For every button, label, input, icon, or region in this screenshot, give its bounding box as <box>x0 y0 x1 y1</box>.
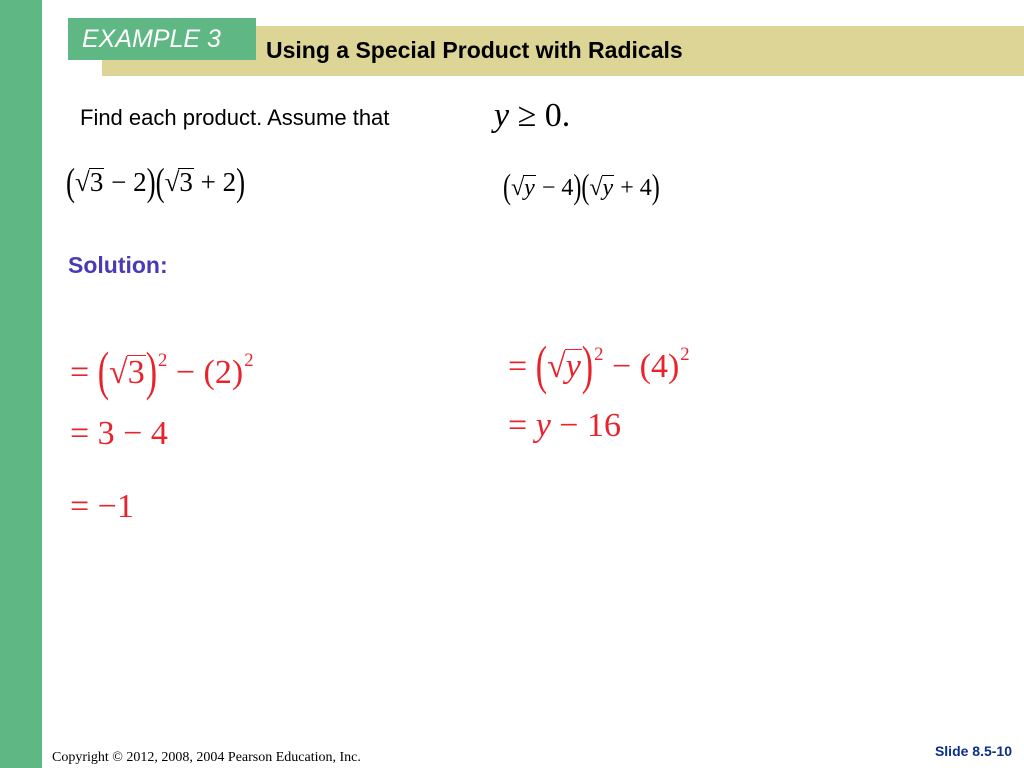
assumption-condition <box>494 96 570 136</box>
right-step-1: = $(√y)^2 - (4)^2$ <box>508 336 690 396</box>
problem-1-radicand-a: 3 <box>89 167 104 197</box>
left-step-3: = −1 <box>70 488 134 525</box>
problem-1-radicand-b: 3 <box>179 167 193 197</box>
instruction-text: Find each product. Assume that <box>80 105 390 130</box>
problem-2-plus-term: 4 <box>639 175 652 201</box>
right-step-1-exponent-a: 2 <box>594 344 604 365</box>
left-step-1-exponent-b: 2 <box>244 350 254 371</box>
problem-2-radicand-b: y <box>602 175 614 201</box>
problem-1-plus-term: 2 <box>222 167 237 197</box>
condition-inequality: ≥ 0. <box>509 97 571 134</box>
solution-label: Solution: <box>68 252 168 278</box>
left-step-1-second-term: 2 <box>214 353 232 391</box>
right-step-2-rest: − 16 <box>550 407 621 444</box>
right-step-1-exponent-b: 2 <box>680 344 690 365</box>
problem-2-expression: (√y − 4)(√y + 4) <box>503 169 660 207</box>
left-step-1-exponent-a: 2 <box>158 350 168 371</box>
slide-number: Slide 8.5-10 <box>934 743 1012 759</box>
right-step-2-variable: y <box>535 407 551 444</box>
problem-2-radicand-a: y <box>524 175 535 201</box>
right-step-2: = y − 16 <box>508 407 621 444</box>
left-step-2: = 3 − 4 <box>70 415 168 452</box>
right-step-1-radicand: y <box>565 347 581 385</box>
problem-1-expression: (√3 − 2)(√3 + 2) <box>66 160 246 204</box>
copyright-notice: Copyright © 2012, 2008, 2004 Pearson Education, Inc. <box>52 750 361 765</box>
left-accent-bar <box>0 0 42 768</box>
slide-title: Using a Special Product with Radicals <box>266 37 683 63</box>
left-step-1-radicand: 3 <box>127 353 145 391</box>
left-step-1: = $(√3)^2 - (2)^2$ <box>70 342 254 402</box>
problem-2-minus-term: 4 <box>561 175 574 201</box>
right-step-1-second-term: 4 <box>650 347 668 385</box>
problem-1-minus-term: 2 <box>133 167 147 197</box>
condition-variable: y <box>494 97 510 134</box>
example-badge: EXAMPLE 3 <box>68 18 256 60</box>
